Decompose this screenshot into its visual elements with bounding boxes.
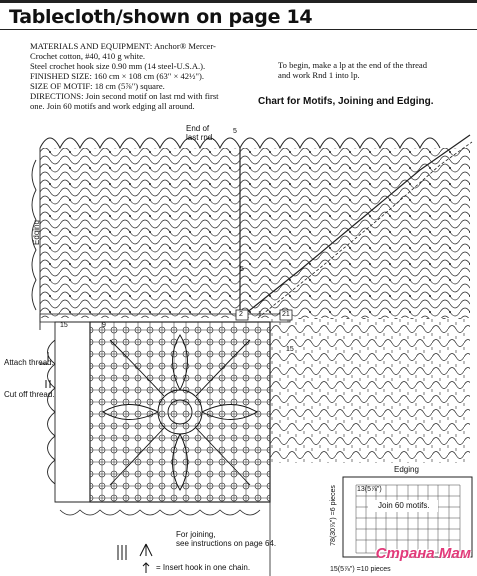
stitch-number: 21 [282,311,290,318]
mesh-area [40,148,470,318]
materials-line: one. Join 60 motifs and work edging all around. [30,101,195,111]
edging-label: Edging [31,220,41,245]
insert-label: = Insert hook in one chain. [156,563,251,572]
diagram-corner-size: 13(5⅞") [357,486,382,493]
materials-line: DIRECTIONS: Join second motif on last rnd with first [30,91,219,101]
intro-line: and work Rnd 1 into lp. [278,70,360,80]
mesh-area [270,318,470,463]
diagram-height-value: 78(30⅞") [329,517,337,546]
stitch-key-icon [118,544,152,560]
stitch-number: 1 [258,311,262,318]
materials-line: SIZE OF MOTIF: 18 cm (5⅞") square. [30,81,165,91]
diagram-height [330,485,337,546]
diagram-width-pieces: =10 pieces [356,566,391,573]
insert-hook-icon [143,563,149,573]
materials-line: MATERIALS AND EQUIPMENT: Anchor® Mercer- [30,41,216,51]
end-label-line: last rnd. [186,133,215,142]
page-title: Tablecloth/shown on page 14 [9,6,313,28]
attach-label: Attach thread. [4,358,54,367]
diagram-edging-label: Edging [394,465,419,474]
end-label [186,124,214,142]
stitch-number: 5 [233,128,237,135]
join-label [176,530,276,548]
diagram-center-label: Join 60 motifs. [378,501,430,510]
join-label-line: see instructions on page 64. [176,539,277,548]
materials-line: Steel crochet hook size 0.90 mm (14 steel-U.S.A.). [30,61,206,71]
diagram-width [330,566,391,573]
left-edging [48,322,91,502]
cut-label: Cut off thread. [4,390,55,399]
stitch-number: 5 [240,266,244,273]
materials-line: FINISHED SIZE: 160 cm × 108 cm (63" × 42½"). [30,71,205,81]
stitch-number: 9 [102,322,106,329]
chart-title: Chart for Motifs, Joining and Edging. [258,96,434,107]
watermark-logo: Страна Мам [375,545,471,562]
motif-square [90,322,270,502]
end-label-line: End of [186,124,210,133]
diagram-width-value: 15(5⅞") [330,566,355,573]
stitch-number: 15 [286,346,294,353]
diagram-height-pieces: =6 pieces [329,485,337,516]
stitch-number: 15 [60,322,68,329]
stitch-number: 2 [239,311,243,318]
materials-line: Crochet cotton, #40, 410 g white. [30,51,146,61]
intro-line: To begin, make a lp at the end of the thread [278,60,428,70]
join-label-line: For joining, [176,530,216,539]
picot-edge [40,138,440,148]
